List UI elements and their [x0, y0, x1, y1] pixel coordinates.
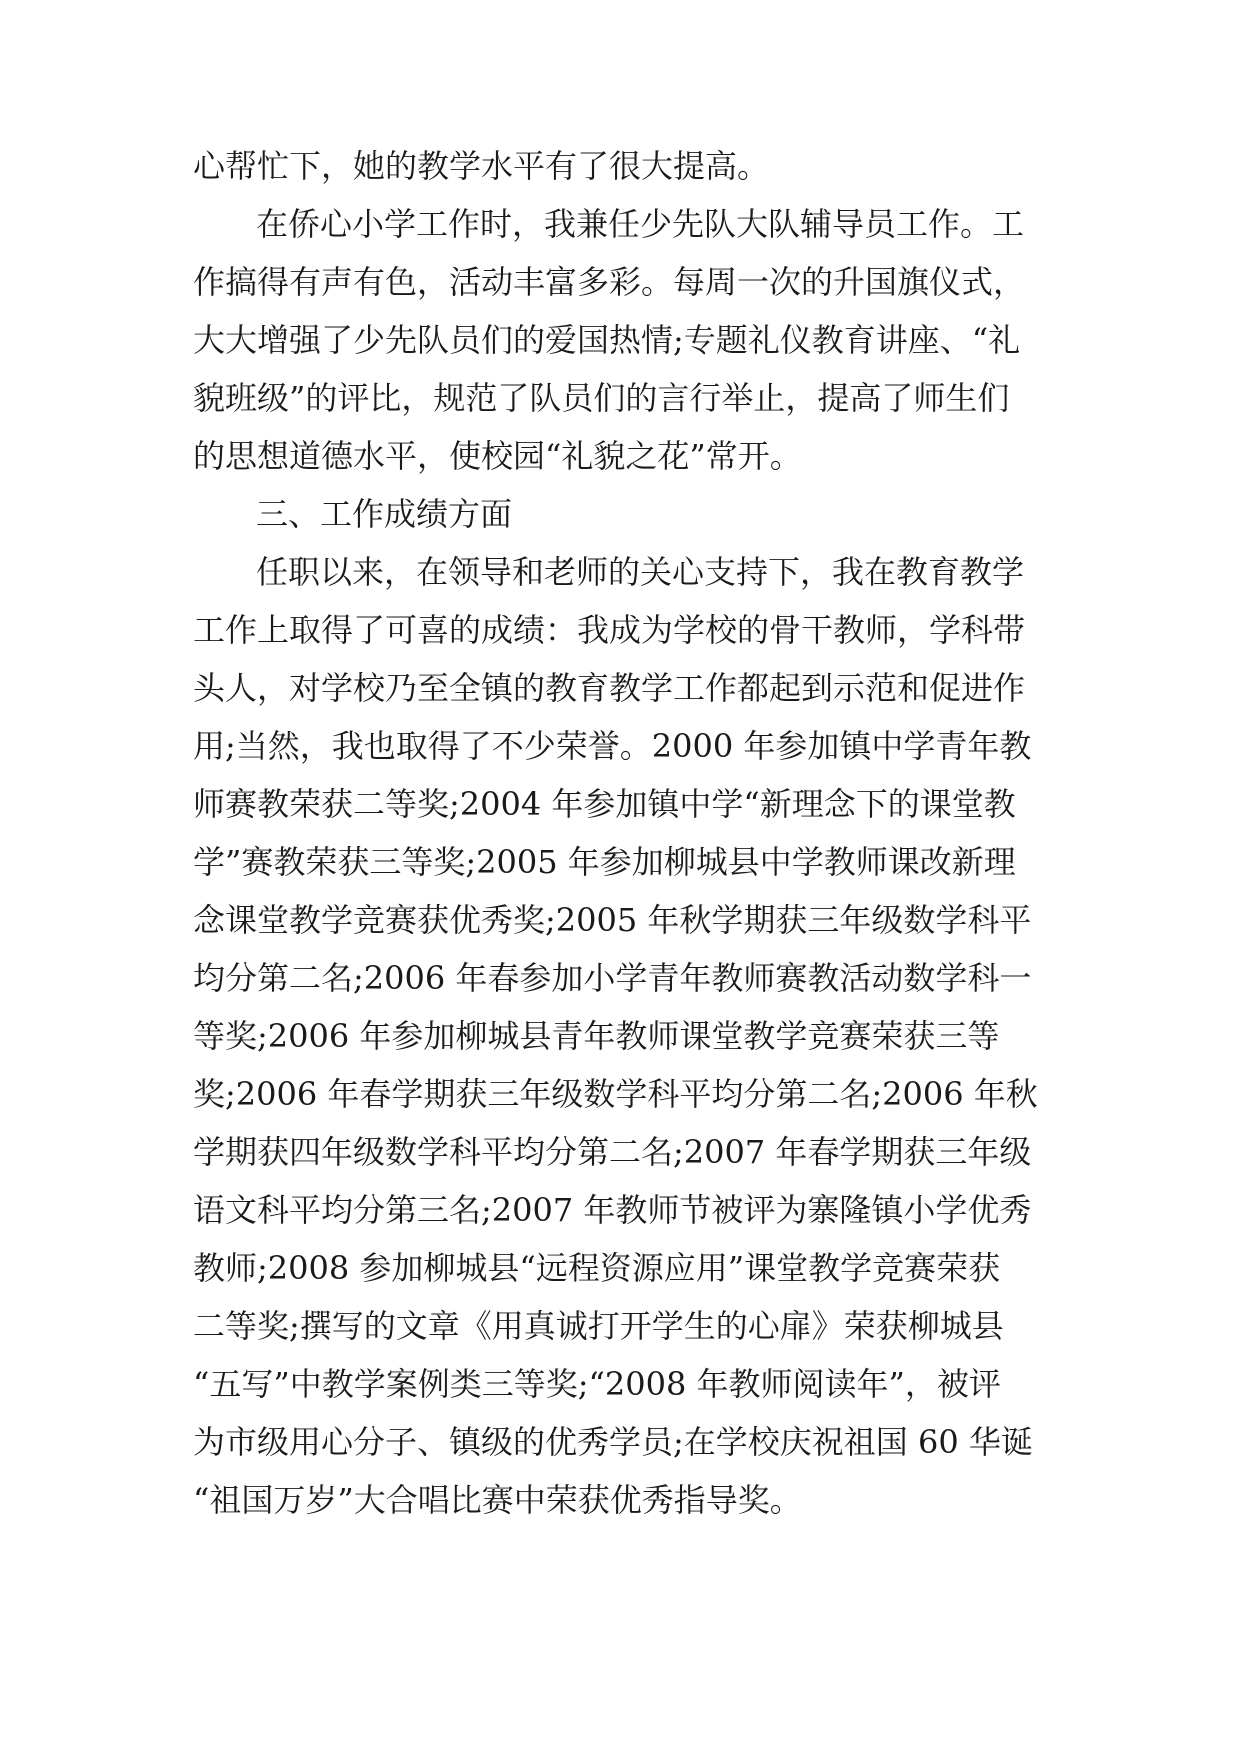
section-heading: 三、工作成绩方面 — [256, 495, 513, 533]
text-line: 念课堂教学竞赛获优秀奖;2005 年秋学期获三年级数学科平 — [193, 901, 1032, 939]
text-line: 头人，对学校乃至全镇的教育教学工作都起到示范和促进作 — [193, 669, 1026, 707]
text-line: 学”赛教荣获三等奖;2005 年参加柳城县中学教师课改新理 — [193, 843, 1016, 881]
text-line: 均分第二名;2006 年春参加小学青年教师赛教活动数学科一 — [193, 959, 1032, 997]
text-line: 工作上取得了可喜的成绩：我成为学校的骨干教师，学科带 — [193, 611, 1026, 649]
paragraph-start-line: 任职以来，在领导和老师的关心支持下，我在教育教学 — [256, 553, 1025, 591]
text-line: “五写”中教学案例类三等奖;“2008 年教师阅读年”，被评 — [193, 1365, 1001, 1403]
text-line: “祖国万岁”大合唱比赛中荣获优秀指导奖。 — [193, 1481, 802, 1519]
paragraph-start-line: 在侨心小学工作时，我兼任少先队大队辅导员工作。工 — [256, 205, 1025, 243]
text-line: 师赛教荣获二等奖;2004 年参加镇中学“新理念下的课堂教 — [193, 785, 1016, 823]
text-line: 心帮忙下，她的教学水平有了很大提高。 — [193, 147, 770, 185]
text-line: 的思想道德水平，使校园“礼貌之花”常开。 — [193, 437, 802, 475]
text-line: 二等奖;撰写的文章《用真诚打开学生的心扉》荣获柳城县 — [193, 1307, 1004, 1345]
text-line: 大大增强了少先队员们的爱国热情;专题礼仪教育讲座、“礼 — [193, 321, 1021, 359]
text-line: 作搞得有声有色，活动丰富多彩。每周一次的升国旗仪式， — [193, 263, 1026, 301]
text-line: 奖;2006 年春学期获三年级数学科平均分第二名;2006 年秋 — [193, 1075, 1038, 1113]
text-line: 貌班级”的评比，规范了队员们的言行举止，提高了师生们 — [193, 379, 1010, 417]
text-line: 教师;2008 参加柳城县“远程资源应用”课堂教学竞赛荣获 — [193, 1249, 1001, 1287]
text-line: 语文科平均分第三名;2007 年教师节被评为寨隆镇小学优秀 — [193, 1191, 1032, 1229]
text-line: 为市级用心分子、镇级的优秀学员;在学校庆祝祖国 60 华诞 — [193, 1423, 1033, 1461]
text-line: 用;当然，我也取得了不少荣誉。2000 年参加镇中学青年教 — [193, 727, 1032, 765]
text-line: 学期获四年级数学科平均分第二名;2007 年春学期获三年级 — [193, 1133, 1032, 1171]
text-line: 等奖;2006 年参加柳城县青年教师课堂教学竞赛荣获三等 — [193, 1017, 1000, 1055]
